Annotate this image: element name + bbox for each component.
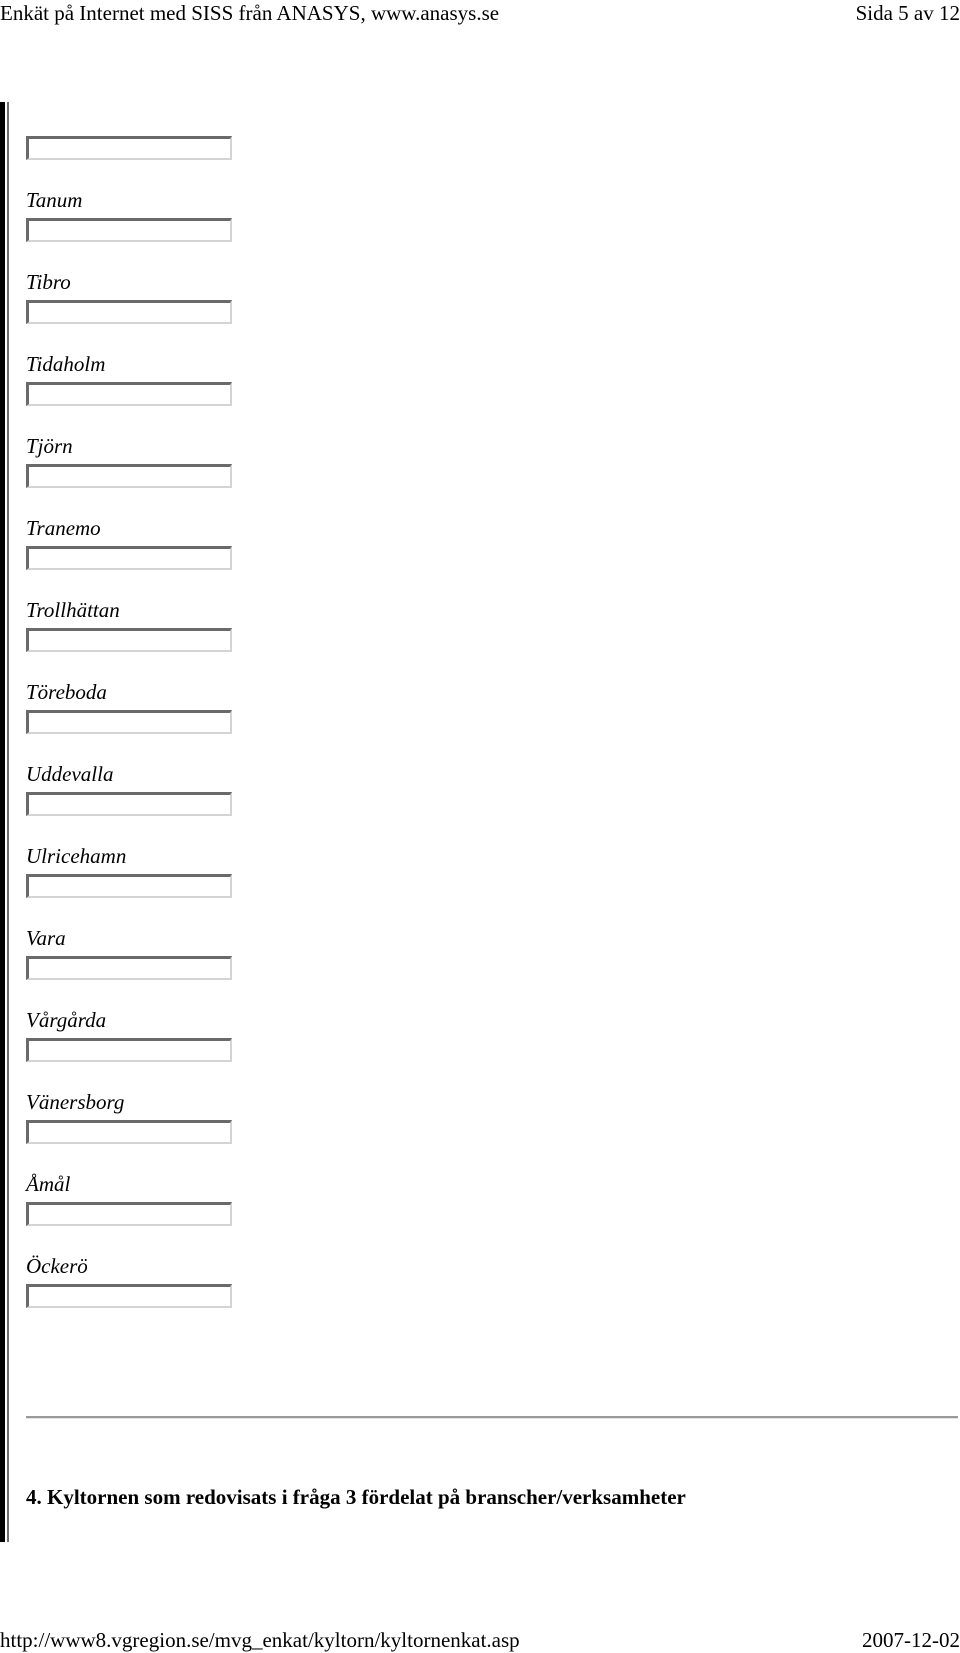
footer-url: http://www8.vgregion.se/mvg_enkat/kyltorn/kyltornenkat.asp xyxy=(0,1628,520,1652)
frame-border-inner xyxy=(7,102,9,1542)
field-label: Öckerö xyxy=(26,1254,88,1278)
field-label: Uddevalla xyxy=(26,762,114,786)
text-input[interactable] xyxy=(26,792,232,816)
field-label: Vårgårda xyxy=(26,1008,107,1032)
footer-date: 2007-12-02 xyxy=(862,1628,960,1652)
text-input[interactable] xyxy=(26,1202,232,1226)
field-label: Tjörn xyxy=(26,434,73,458)
field-label: Vänersborg xyxy=(26,1090,125,1114)
text-input[interactable] xyxy=(26,546,232,570)
field-label: Trollhättan xyxy=(26,598,120,622)
text-input[interactable] xyxy=(26,1120,232,1144)
section-divider xyxy=(26,1416,958,1419)
frame-border xyxy=(0,102,5,1542)
question-heading: 4. Kyltornen som redovisats i fråga 3 fördelat på branscher/verksamheter xyxy=(26,1485,686,1509)
page-number: Sida 5 av 12 xyxy=(855,1,960,25)
text-input[interactable] xyxy=(26,300,232,324)
text-input[interactable] xyxy=(26,218,232,242)
text-input[interactable] xyxy=(26,1284,232,1308)
text-input[interactable] xyxy=(26,1038,232,1062)
text-input[interactable] xyxy=(26,710,232,734)
text-input[interactable] xyxy=(26,464,232,488)
field-label: Vara xyxy=(26,926,66,950)
field-label: Åmål xyxy=(26,1172,71,1196)
text-input[interactable] xyxy=(26,874,232,898)
form-frame xyxy=(0,102,960,1542)
text-input[interactable] xyxy=(26,136,232,160)
field-label: Tidaholm xyxy=(26,352,106,376)
text-input[interactable] xyxy=(26,382,232,406)
field-label: Tibro xyxy=(26,270,71,294)
field-label: Tanum xyxy=(26,188,83,212)
text-input[interactable] xyxy=(26,956,232,980)
field-label: Tranemo xyxy=(26,516,101,540)
document-title: Enkät på Internet med SISS från ANASYS, www.anasys.se xyxy=(0,1,500,25)
text-input[interactable] xyxy=(26,628,232,652)
field-label: Töreboda xyxy=(26,680,107,704)
field-label: Ulricehamn xyxy=(26,844,127,868)
